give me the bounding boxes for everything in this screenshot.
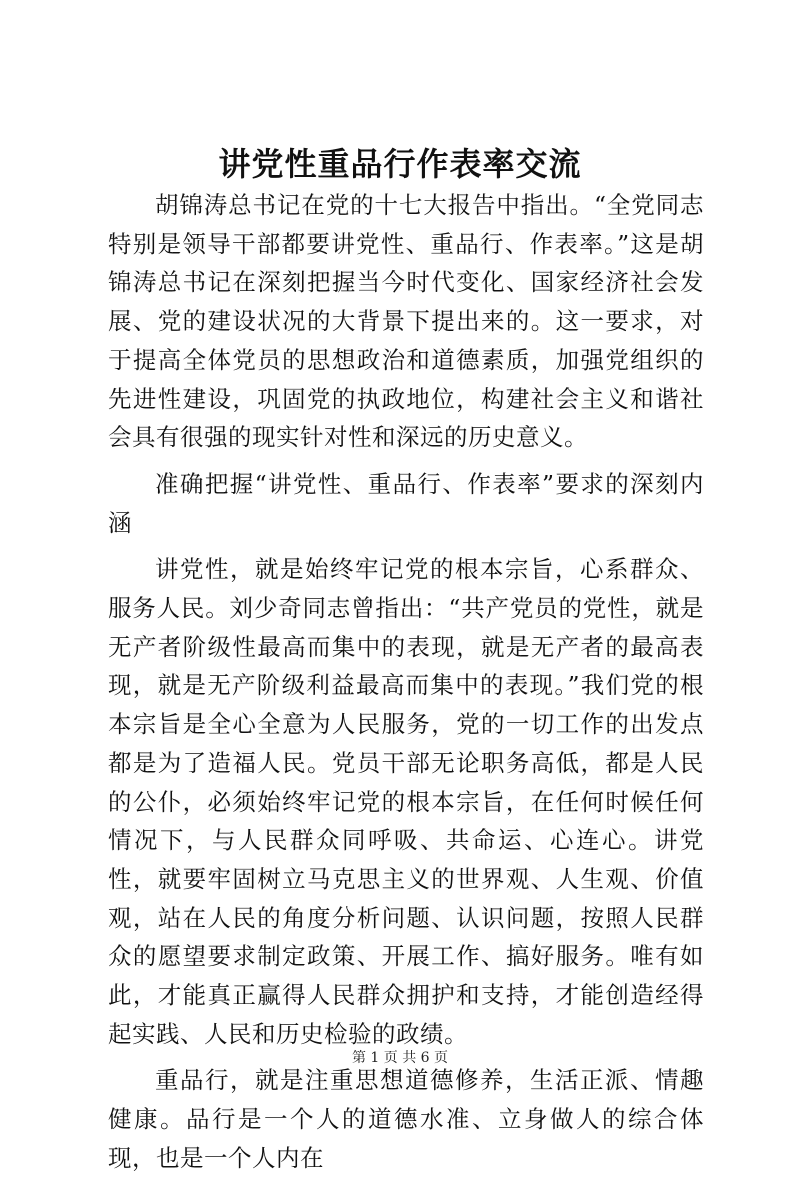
document-body xyxy=(108,186,704,1178)
document-title: 讲党性重品行作表率交流 xyxy=(218,145,582,183)
paragraph-subheading: 准确把握“讲党性、重品行、作表率”要求的深刻内涵 xyxy=(108,469,704,537)
page-number-footer: 第 1 页 共 6 页 xyxy=(351,1050,449,1066)
paragraph-moral-conduct: 重品行，就是注重思想道德修养，生活正派、情趣健康。品行是一个人的道德水准、立身做人的综合体现，也是一个人内在 xyxy=(108,1066,704,1172)
paragraph-party-spirit: 讲党性，就是始终牢记党的根本宗旨，心系群众、服务人民。刘少奇同志曾指出：“共产党员的党性，就是无产者阶级性最高而集中的表现，就是无产者的最高表现，就是无产阶级利益最高而集中的表现。”我们党的根本宗旨是全心全意为人民服务，党的一切工作的出发点都是为了造福人民。党员干部无论职务高低，都是人民的公仆，必须始终牢记党的根本宗旨，在任何时候任何情况下，与人民群众同呼吸、共命运、心连心。讲党性，就要牢固树立马克思主义的世界观、人生观、价值观，站在人民的角度分析问题、认识问题，按照人民群众的愿望要求制定政策、开展工作、搞好服务。唯有如此，才能真正赢得人民群众拥护和支持，才能创造经得起实践、人民和历史检验的政绩。 xyxy=(108,555,704,1048)
paragraph-intro: 胡锦涛总书记在党的十七大报告中指出。“全党同志特别是领导干部都要讲党性、重品行、作表率。”这是胡锦涛总书记在深刻把握当今时代变化、国家经济社会发展、党的建设状况的大背景下提出来的。这一要求，对于提高全体党员的思想政治和道德素质，加强党组织的先进性建设，巩固党的执政地位，构建社会主义和谐社会具有很强的现实针对性和深远的历史意义。 xyxy=(108,191,704,452)
